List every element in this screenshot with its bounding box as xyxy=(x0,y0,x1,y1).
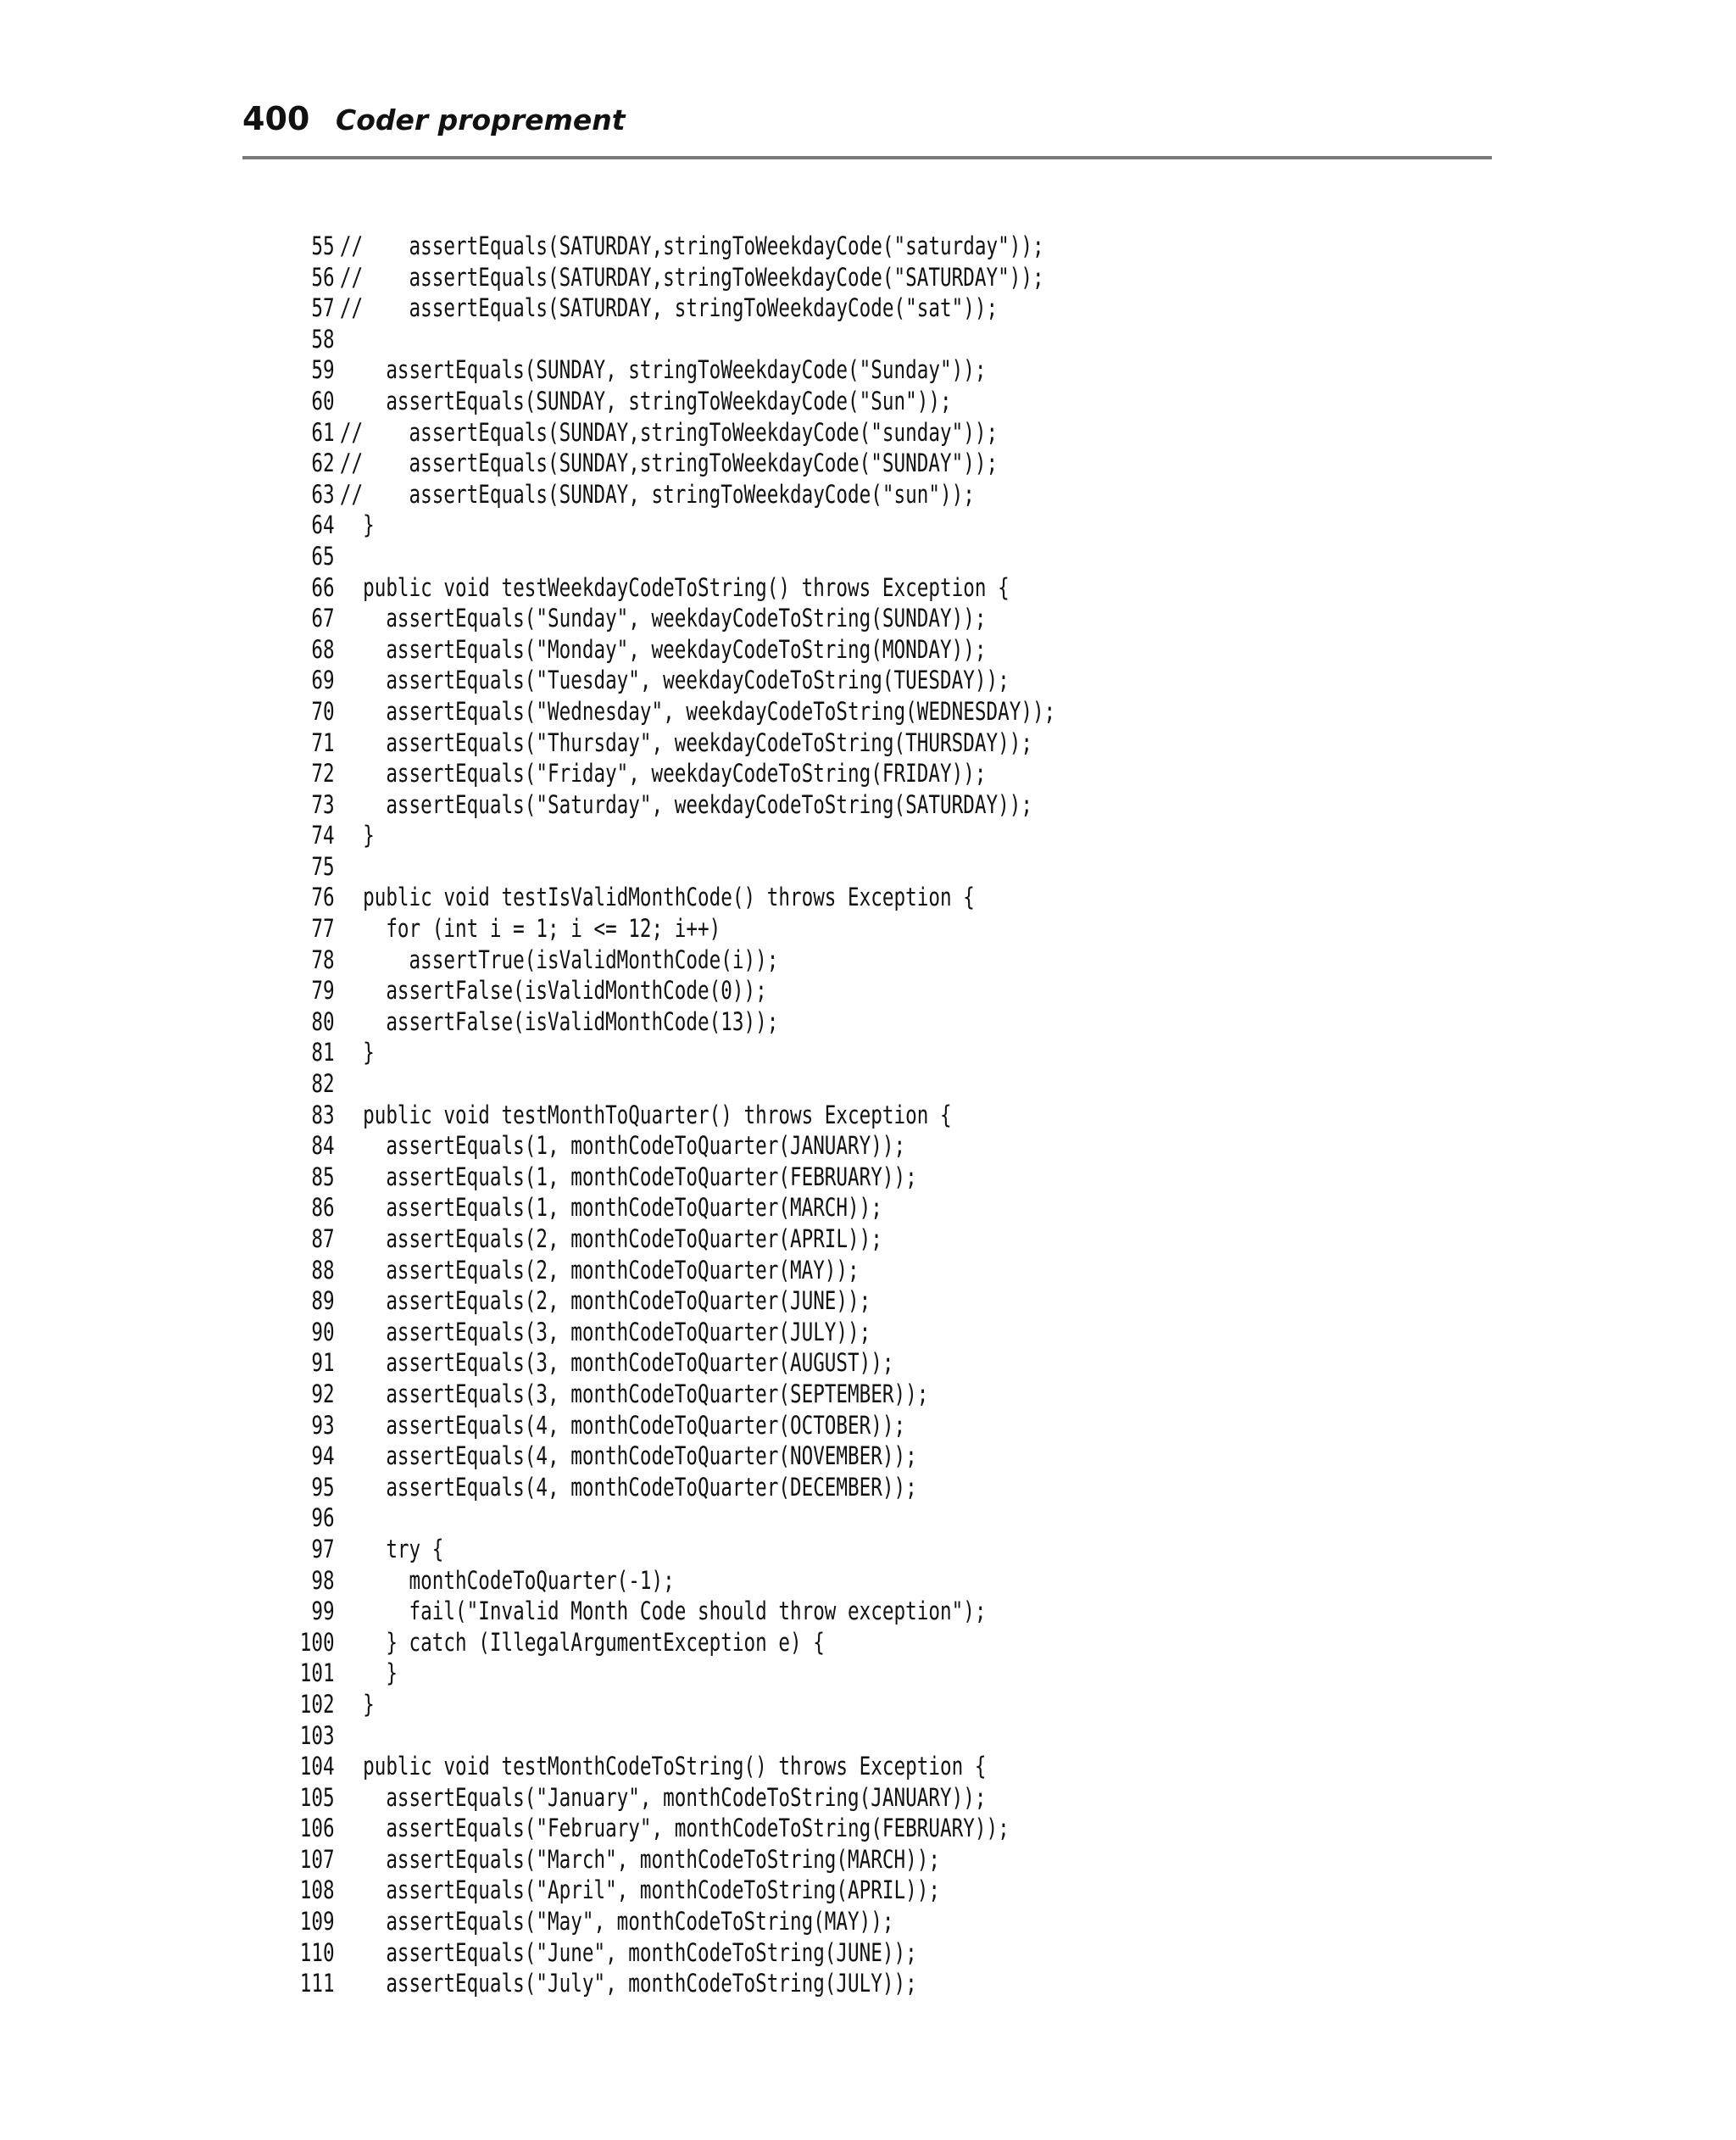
code-text: assertEquals(4, monthCodeToQuarter(DECEMBER)); xyxy=(339,1472,917,1502)
code-line xyxy=(288,324,1280,355)
code-text: assertEquals(4, monthCodeToQuarter(NOVEMBER)); xyxy=(339,1441,917,1471)
code-text: assertEquals("January", monthCodeToString(JANUARY)); xyxy=(339,1782,987,1812)
code-text: assertEquals(2, monthCodeToQuarter(MAY)); xyxy=(339,1255,860,1285)
page-number: 400 xyxy=(242,100,310,137)
line-number: 70 xyxy=(311,696,335,726)
line-number: 94 xyxy=(311,1441,335,1471)
line-number: 86 xyxy=(311,1193,335,1223)
line-number: 92 xyxy=(311,1379,335,1408)
code-line xyxy=(288,820,1280,851)
code-line xyxy=(288,1255,1280,1286)
code-line xyxy=(288,354,1280,386)
code-text: } xyxy=(339,1689,375,1719)
line-number: 110 xyxy=(299,1937,335,1967)
line-number: 63 xyxy=(311,479,335,509)
code-line xyxy=(288,1347,1280,1379)
line-number: 97 xyxy=(311,1534,335,1563)
running-title: Coder proprement xyxy=(336,103,626,137)
code-line xyxy=(288,1223,1280,1255)
code-text: assertEquals("May", monthCodeToString(MAY)); xyxy=(339,1907,894,1937)
code-line xyxy=(288,1596,1280,1627)
code-text: assertEquals("Wednesday", weekdayCodeToString(WEDNESDAY)); xyxy=(339,696,1056,726)
code-line xyxy=(288,510,1280,541)
code-text: assertEquals(SUNDAY, stringToWeekdayCode("Sunday")); xyxy=(339,355,987,385)
code-text: for (int i = 1; i <= 12; i++) xyxy=(339,914,721,944)
line-number: 107 xyxy=(299,1844,335,1874)
code-text: } xyxy=(339,1658,398,1688)
code-line xyxy=(288,1875,1280,1906)
code-line xyxy=(288,231,1280,262)
code-text: assertEquals("Friday", weekdayCodeToString(FRIDAY)); xyxy=(339,759,987,789)
code-text: public void testMonthCodeToString() throws Exception { xyxy=(339,1752,987,1781)
code-line xyxy=(288,1968,1280,1999)
code-line xyxy=(288,479,1280,510)
code-text: assertEquals("Thursday", weekdayCodeToString(THURSDAY)); xyxy=(339,727,1032,757)
line-number: 79 xyxy=(311,976,335,1006)
code-text: assertEquals("March", monthCodeToString(MARCH)); xyxy=(339,1844,941,1874)
code-text: // assertEquals(SATURDAY, stringToWeekdayCode("sat")); xyxy=(339,293,999,323)
code-text: // assertEquals(SUNDAY,stringToWeekdayCode("SUNDAY")); xyxy=(339,449,999,478)
code-text: assertEquals("Saturday", weekdayCodeToString(SATURDAY)); xyxy=(339,789,1032,819)
line-number: 57 xyxy=(311,293,335,323)
code-line xyxy=(288,945,1280,976)
code-line xyxy=(288,1844,1280,1875)
line-number: 56 xyxy=(311,262,335,292)
code-line xyxy=(288,1317,1280,1348)
code-line xyxy=(288,1720,1280,1752)
code-line xyxy=(288,634,1280,666)
line-number: 100 xyxy=(299,1627,335,1657)
code-line xyxy=(288,603,1280,634)
code-line xyxy=(288,417,1280,449)
line-number: 75 xyxy=(311,851,335,881)
line-number: 83 xyxy=(311,1100,335,1129)
code-line xyxy=(288,882,1280,913)
code-line xyxy=(288,913,1280,945)
line-number: 104 xyxy=(299,1752,335,1781)
line-number: 82 xyxy=(311,1069,335,1099)
page-header xyxy=(242,95,1492,159)
line-number: 65 xyxy=(311,541,335,571)
code-text: assertEquals("February", monthCodeToString(FEBRUARY)); xyxy=(339,1814,1010,1843)
code-line xyxy=(288,1285,1280,1317)
code-text: } xyxy=(339,510,375,540)
code-line xyxy=(288,758,1280,789)
code-line xyxy=(288,727,1280,759)
line-number: 71 xyxy=(311,727,335,757)
code-text: // assertEquals(SUNDAY,stringToWeekdayCode("sunday")); xyxy=(339,417,999,447)
code-text: assertFalse(isValidMonthCode(0)); xyxy=(339,976,767,1006)
line-number: 111 xyxy=(299,1969,335,1998)
code-line xyxy=(288,262,1280,293)
line-number: 99 xyxy=(311,1597,335,1626)
code-line xyxy=(288,1441,1280,1472)
line-number: 73 xyxy=(311,789,335,819)
line-number: 103 xyxy=(299,1720,335,1750)
code-text: assertEquals(3, monthCodeToQuarter(AUGUST)); xyxy=(339,1348,894,1378)
code-line xyxy=(288,1410,1280,1441)
line-number: 91 xyxy=(311,1348,335,1378)
code-text: assertEquals(4, monthCodeToQuarter(OCTOBER)); xyxy=(339,1410,906,1440)
code-line xyxy=(288,1906,1280,1937)
line-number: 96 xyxy=(311,1503,335,1533)
code-line xyxy=(288,541,1280,572)
code-text: assertEquals(2, monthCodeToQuarter(JUNE)); xyxy=(339,1286,871,1316)
code-line xyxy=(288,1937,1280,1969)
line-number: 55 xyxy=(311,231,335,260)
line-number: 85 xyxy=(311,1162,335,1191)
code-line xyxy=(288,789,1280,821)
code-text: public void testMonthToQuarter() throws Exception { xyxy=(339,1100,952,1129)
code-text: assertEquals(3, monthCodeToQuarter(JULY)); xyxy=(339,1317,871,1346)
code-line xyxy=(288,1689,1280,1720)
code-line xyxy=(288,1751,1280,1782)
code-text: assertEquals(1, monthCodeToQuarter(FEBRUARY)); xyxy=(339,1162,917,1191)
code-line xyxy=(288,1813,1280,1844)
code-listing xyxy=(288,231,1560,1999)
code-text: assertEquals("June", monthCodeToString(JUNE)); xyxy=(339,1937,917,1967)
code-text: assertFalse(isValidMonthCode(13)); xyxy=(339,1006,779,1036)
code-line xyxy=(288,1006,1280,1038)
code-line xyxy=(288,1472,1280,1503)
line-number: 60 xyxy=(311,386,335,415)
code-text: assertEquals(3, monthCodeToQuarter(SEPTEMBER)); xyxy=(339,1379,929,1408)
line-number: 77 xyxy=(311,914,335,944)
code-text: // assertEquals(SUNDAY, stringToWeekdayCode("sun")); xyxy=(339,479,975,509)
code-line xyxy=(288,448,1280,479)
code-line xyxy=(288,851,1280,883)
code-text: fail("Invalid Month Code should throw exception"); xyxy=(339,1597,987,1626)
code-text: assertEquals("Monday", weekdayCodeToString(MONDAY)); xyxy=(339,634,987,664)
code-text: monthCodeToQuarter(-1); xyxy=(339,1565,675,1595)
line-number: 101 xyxy=(299,1658,335,1688)
code-line xyxy=(288,572,1280,604)
line-number: 87 xyxy=(311,1224,335,1253)
code-text: // assertEquals(SATURDAY,stringToWeekdayCode("saturday")); xyxy=(339,231,1044,260)
code-text: assertEquals("July", monthCodeToString(JULY)); xyxy=(339,1969,917,1998)
code-text: } xyxy=(339,1038,375,1067)
code-line xyxy=(288,1565,1280,1597)
code-text: assertTrue(isValidMonthCode(i)); xyxy=(339,945,779,974)
code-text: assertEquals(SUNDAY, stringToWeekdayCode("Sun")); xyxy=(339,386,952,415)
code-line xyxy=(288,1130,1280,1162)
line-number: 93 xyxy=(311,1410,335,1440)
code-text: public void testWeekdayCodeToString() throws Exception { xyxy=(339,572,1010,602)
code-line xyxy=(288,1100,1280,1131)
code-text: assertEquals(1, monthCodeToQuarter(JANUARY)); xyxy=(339,1131,906,1161)
code-line xyxy=(288,1037,1280,1068)
code-line xyxy=(288,1162,1280,1193)
line-number: 59 xyxy=(311,355,335,385)
line-number: 89 xyxy=(311,1286,335,1316)
code-line xyxy=(288,1192,1280,1223)
code-line xyxy=(288,1502,1280,1534)
line-number: 88 xyxy=(311,1255,335,1285)
line-number: 66 xyxy=(311,572,335,602)
line-number: 84 xyxy=(311,1131,335,1161)
code-text: } catch (IllegalArgumentException e) { xyxy=(339,1627,825,1657)
code-text: assertEquals(1, monthCodeToQuarter(MARCH)); xyxy=(339,1193,882,1223)
code-line xyxy=(288,1782,1280,1814)
line-number: 98 xyxy=(311,1565,335,1595)
code-line xyxy=(288,696,1280,727)
code-text: assertEquals("April", monthCodeToString(APRIL)); xyxy=(339,1875,941,1905)
line-number: 102 xyxy=(299,1689,335,1719)
code-text: public void testIsValidMonthCode() throws Exception { xyxy=(339,883,975,912)
line-number: 108 xyxy=(299,1875,335,1905)
code-text: assertEquals("Tuesday", weekdayCodeToString(TUESDAY)); xyxy=(339,666,1010,695)
line-number: 58 xyxy=(311,324,335,354)
line-number: 90 xyxy=(311,1317,335,1346)
code-line xyxy=(288,1534,1280,1565)
line-number: 72 xyxy=(311,759,335,789)
code-line xyxy=(288,975,1280,1006)
code-line xyxy=(288,1068,1280,1100)
code-line xyxy=(288,1379,1280,1410)
line-number: 64 xyxy=(311,510,335,540)
line-number: 78 xyxy=(311,945,335,974)
line-number: 106 xyxy=(299,1814,335,1843)
line-number: 81 xyxy=(311,1038,335,1067)
line-number: 61 xyxy=(311,417,335,447)
code-text: assertEquals(2, monthCodeToQuarter(APRIL)); xyxy=(339,1224,882,1253)
code-line xyxy=(288,1627,1280,1658)
code-line xyxy=(288,386,1280,417)
code-text: // assertEquals(SATURDAY,stringToWeekdayCode("SATURDAY")); xyxy=(339,262,1044,292)
line-number: 69 xyxy=(311,666,335,695)
line-number: 76 xyxy=(311,883,335,912)
code-text: assertEquals("Sunday", weekdayCodeToString(SUNDAY)); xyxy=(339,604,987,633)
line-number: 95 xyxy=(311,1472,335,1502)
line-number: 74 xyxy=(311,821,335,850)
code-text: } xyxy=(339,821,375,850)
line-number: 62 xyxy=(311,449,335,478)
line-number: 109 xyxy=(299,1907,335,1937)
code-line xyxy=(288,293,1280,324)
line-number: 68 xyxy=(311,634,335,664)
line-number: 105 xyxy=(299,1782,335,1812)
line-number: 80 xyxy=(311,1006,335,1036)
code-line xyxy=(288,1658,1280,1689)
code-text: try { xyxy=(339,1534,444,1563)
line-number: 67 xyxy=(311,604,335,633)
code-line xyxy=(288,665,1280,696)
